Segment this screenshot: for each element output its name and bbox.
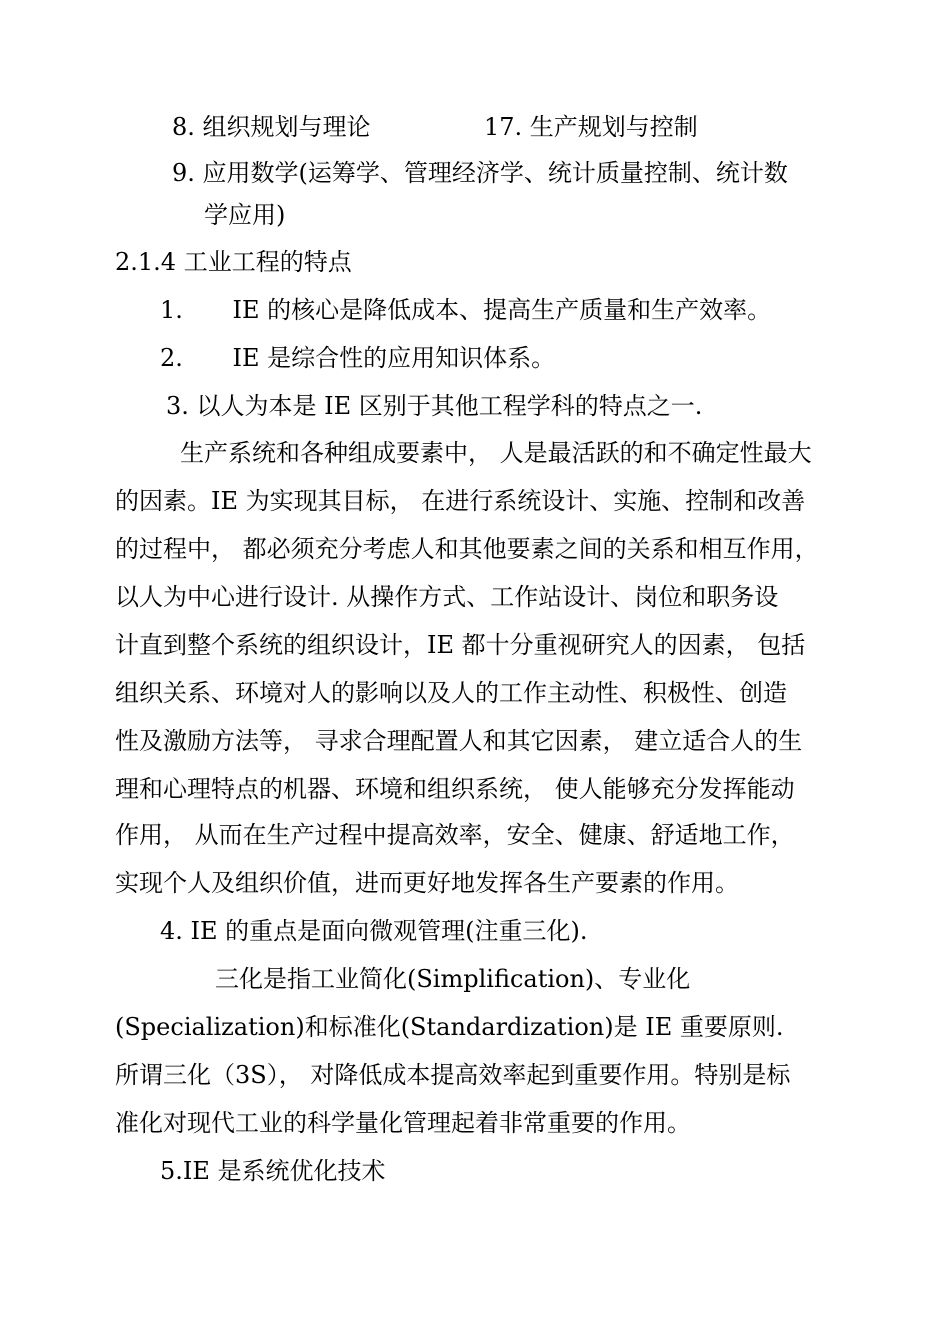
paragraph-3-line-6: 组织关系、环境对人的影响以及人的工作主动性、积极性、创造 — [115, 679, 787, 707]
paragraph-4-line-4: 准化对现代工业的科学量化管理起着非常重要的作用。 — [115, 1109, 691, 1137]
paragraph-3-line-8: 理和心理特点的机器、环境和组织系统， 使人能够充分发挥能动 — [115, 775, 795, 803]
feature-1-text: IE 的核心是降低成本、提高生产质量和生产效率。 — [232, 296, 772, 324]
paragraph-4-line-1: 三化是指工业简化(Simplification)、专业化 — [215, 965, 691, 993]
feature-2-number: 2. — [160, 344, 183, 372]
paragraph-3-line-2: 的因素。IE 为实现其目标， 在进行系统设计、实施、控制和改善 — [115, 487, 806, 515]
paragraph-3-line-7: 性及激励方法等， 寻求合理配置人和其它因素， 建立适合人的生 — [115, 727, 803, 755]
paragraph-3-line-5: 计直到整个系统的组织设计，IE 都十分重视研究人的因素， 包括 — [115, 631, 806, 659]
paragraph-3-line-10: 实现个人及组织价值，进而更好地发挥各生产要素的作用。 — [115, 869, 739, 897]
paragraph-4-line-3: 所谓三化（3S）， 对降低成本提高效率起到重要作用。特别是标 — [115, 1061, 791, 1089]
list-item-17: 17. 生产规划与控制 — [484, 113, 698, 141]
feature-1 — [160, 295, 771, 325]
paragraph-3-line-4: 以人为中心进行设计. 从操作方式、工作站设计、岗位和职务设 — [115, 583, 779, 611]
feature-5: 5.IE 是系统优化技术 — [160, 1157, 386, 1185]
list-item-9-line-1: 9. 应用数学(运筹学、管理经济学、统计质量控制、统计数 — [172, 159, 788, 187]
paragraph-4-line-2: (Specialization)和标准化(Standardization)是 IE 重要原则. — [115, 1013, 784, 1041]
section-heading: 2.1.4 工业工程的特点 — [115, 248, 352, 276]
list-item-9-line-2: 学应用) — [204, 201, 286, 229]
feature-3: 3. 以人为本是 IE 区别于其他工程学科的特点之一. — [166, 392, 703, 420]
feature-2-text: IE 是综合性的应用知识体系。 — [232, 344, 556, 372]
paragraph-3-line-9: 作用， 从而在生产过程中提高效率，安全、健康、舒适地工作， — [115, 821, 795, 849]
feature-2 — [160, 343, 555, 373]
paragraph-3-line-3: 的过程中， 都必须充分考虑人和其他要素之间的关系和相互作用， — [115, 535, 819, 563]
feature-1-number: 1. — [160, 296, 183, 324]
list-item-8: 8. 组织规划与理论 — [172, 113, 371, 141]
feature-4: 4. IE 的重点是面向微观管理(注重三化). — [160, 917, 588, 945]
paragraph-3-line-1: 生产系统和各种组成要素中， 人是最活跃的和不确定性最大 — [180, 439, 812, 467]
